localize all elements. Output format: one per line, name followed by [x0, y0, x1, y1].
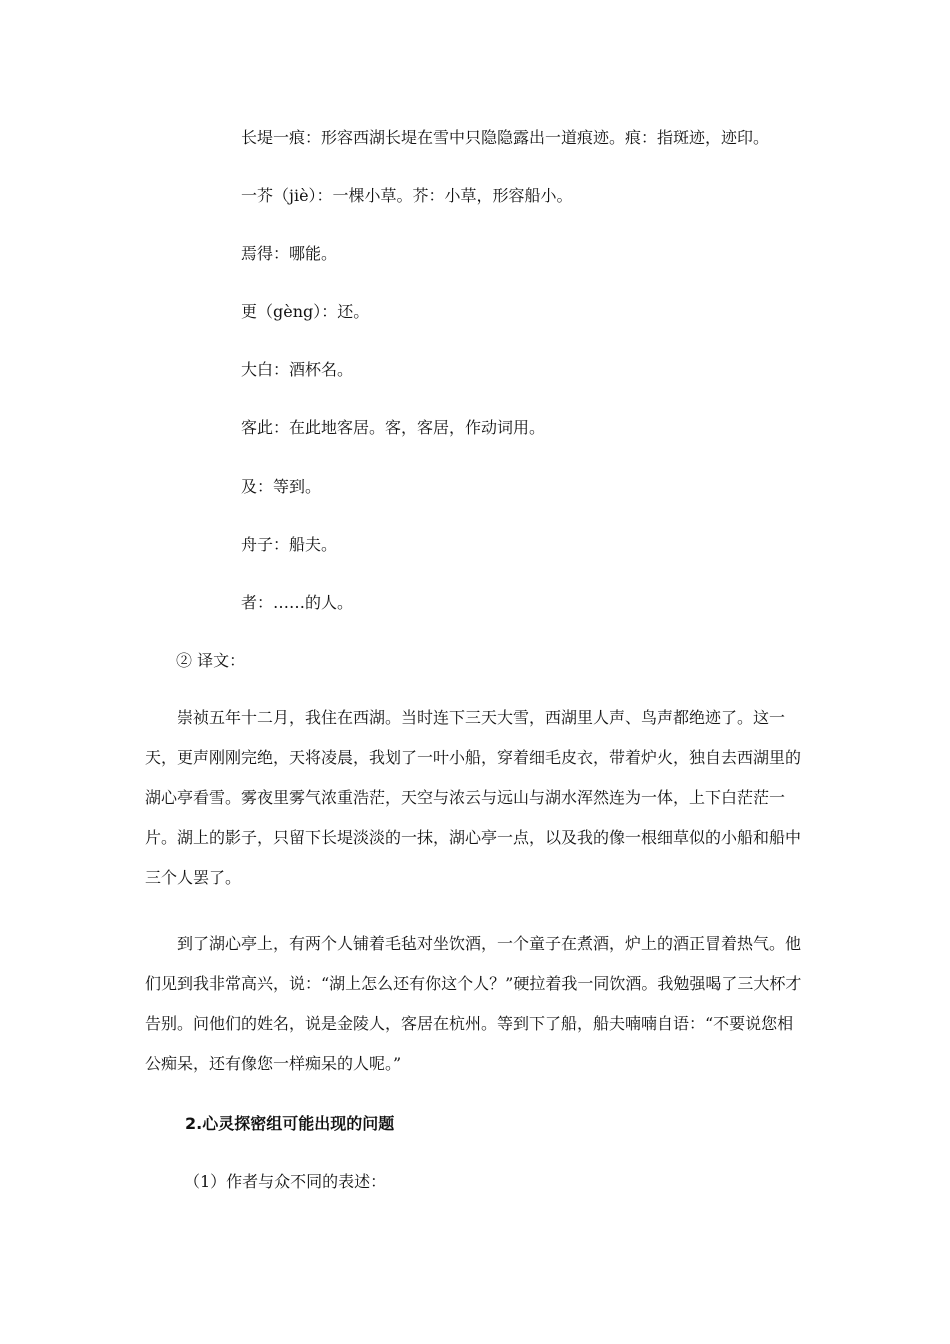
note-line: 者：……的人。	[241, 593, 354, 612]
note-line: 焉得：哪能。	[241, 244, 338, 263]
note-line: 更（gèng）：还。	[241, 302, 370, 321]
translation-paragraph	[145, 924, 807, 1084]
translation-paragraph	[145, 698, 807, 898]
paragraph-text: 崇祯五年十二月，我住在西湖。当时连下三天大雪，西湖里人声、鸟声都绝迹了。这一天，更声刚刚完绝，天将凌晨，我划了一叶小船，穿着细毛皮衣，带着炉火，独自去西湖里的湖心亭看雪。雾夜里雾气浓重浩茫，天空与浓云与远山与湖水浑然连为一体，上下白茫茫一片。湖上的影子，只留下长堤淡淡的一抹，湖心亭一点，以及我的像一根细草似的小船和船中三个人罢了。	[145, 708, 802, 887]
note-line: 大白：酒杯名。	[241, 360, 354, 379]
translation-label: ② 译文：	[176, 651, 246, 670]
subsection-title: （1）作者与众不同的表述：	[184, 1172, 387, 1191]
note-line: 舟子：船夫。	[241, 535, 338, 554]
note-line: 长堤一痕：形容西湖长堤在雪中只隐隐露出一道痕迹。痕：指斑迹，迹印。	[241, 128, 770, 147]
note-line: 及：等到。	[241, 477, 322, 496]
section-heading: 2.心灵探密组可能出现的问题	[185, 1114, 395, 1133]
note-line: 一芥（jiè）：一棵小草。芥：小草，形容船小。	[241, 186, 573, 205]
paragraph-text: 到了湖心亭上，有两个人铺着毛毡对坐饮酒，一个童子在煮酒，炉上的酒正冒着热气。他们见到我非常高兴，说：“湖上怎么还有你这个人？”硬拉着我一同饮酒。我勉强喝了三大杯才告别。问他们的姓名，说是金陵人，客居在杭州。等到下了船，船夫喃喃自语：“不要说您相公痴呆，还有像您一样痴呆的人呢。”	[145, 934, 802, 1073]
note-line: 客此：在此地客居。客，客居，作动词用。	[241, 418, 546, 437]
